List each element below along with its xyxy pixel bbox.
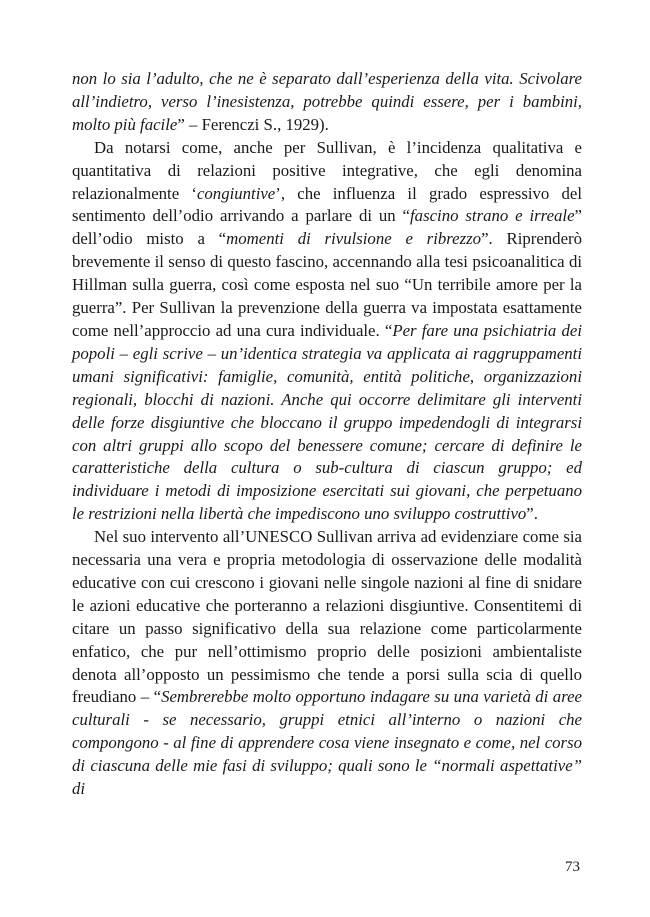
- paragraph: [72, 68, 582, 137]
- body-text: [72, 68, 582, 801]
- text-run: ” dell’odio misto a “: [72, 206, 582, 249]
- text-run: ”. Riprenderò brevemente il senso di questo fascino, accennando alla tesi psicoanalitica di Hillman sulla guerra, così come esposta nel suo “Un terribile amore per la guerra”. Per Sullivan la prevenzione della guerra va impostata esattamente come nell’approccio ad una cura individuale. “: [72, 229, 582, 340]
- italic-text: Sembrerebbe molto opportuno indagare su una varietà di aree culturali - se necessario, gruppi etnici all’interno o nazioni che compongono - al fine di apprendere cosa viene insegnato e come, nel corso di ciascuna delle mie fasi di sviluppo; quali sono le “normali aspettative” di: [72, 687, 582, 799]
- italic-text: non lo sia l’adulto, che ne è separato dall’esperienza della vita. Scivolare all’indietro, verso l’inesistenza, potrebbe quindi essere, per i bambini, molto più facile: [72, 69, 582, 134]
- page-number: 73: [565, 859, 580, 875]
- text-run: ” – Ferenczi S., 1929).: [177, 114, 329, 134]
- italic-text: congiuntive: [196, 183, 276, 203]
- italic-text: Per fare una psichiatria dei popoli – egli scrive – un’identica strategia va applicata ai raggruppamenti umani significativi: famiglie, comunità, entità politiche, organizzazioni regionali, blocchi di nazioni. Anche qui occorre delimitare gli interventi delle forze disgiuntive che bloccano il gruppo impedendogli di integrarsi con altri gruppi allo scopo del benessere comune; cercare di definire le caratteristiche della cultura o sub-cultura di ciascun gruppo; ed individuare i metodi di imposizione esercitati sui giovani, che perpetuano le restrizioni nella libertà che impediscono uno sviluppo costruttivo: [72, 320, 582, 524]
- text-run: Nel suo intervento all’UNESCO Sullivan arriva ad evidenziare come sia necessaria una vera e propria metodologia di osservazione delle modalità educative con cui crescono i giovani nelle singole nazioni al fine di snidare le azioni educative che porteranno a relazioni disgiuntive. Consentitemi di citare un passo significativo della sua relazione come particolarmente enfatico, che pur nell’ottimismo proprio delle posizioni ambientaliste denota all’opposto un pessimismo che tende a porsi sulla scia di quello freudiano – “: [72, 527, 582, 707]
- text-run: ”.: [526, 504, 538, 524]
- text-run: ’, che influenza il grado espressivo del sentimento dell’odio arrivando a parlare di un “: [72, 183, 583, 226]
- italic-text: momenti di rivulsione e ribrezzo: [226, 229, 482, 249]
- paragraph: [72, 137, 582, 526]
- text-run: Da notarsi come, anche per Sullivan, è l’incidenza qualitativa e quantitativa di relazioni positive integrative, che egli denomina relazionalmente ‘: [72, 137, 582, 203]
- paragraph: [72, 526, 582, 801]
- italic-text: fascino strano e irreale: [410, 206, 575, 226]
